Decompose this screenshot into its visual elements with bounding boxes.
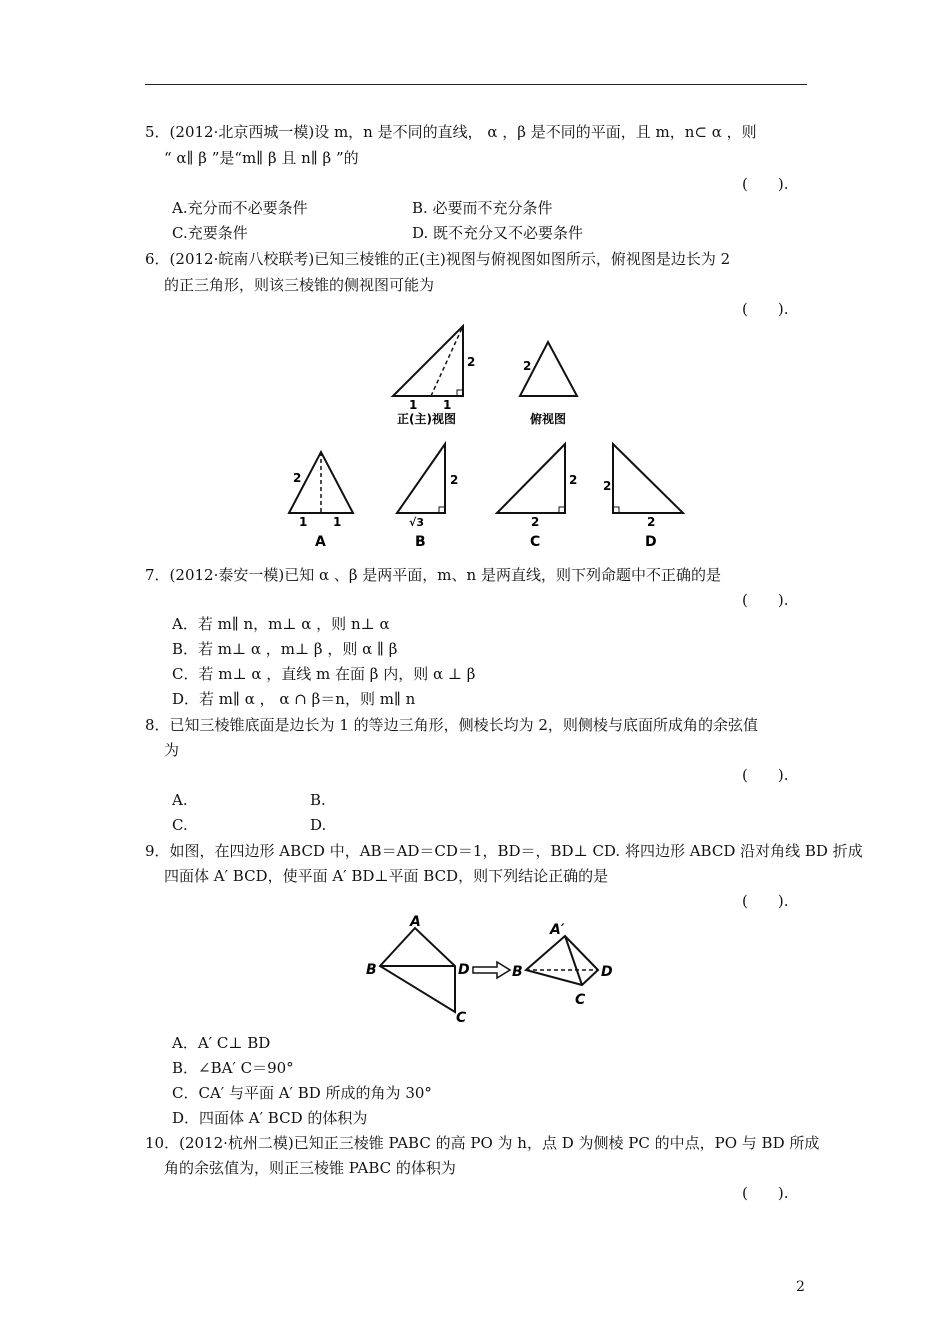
q6-figure-b-letter: B: [415, 534, 426, 550]
q8-line1: 8．已知三棱锥底面是边长为 1 的等边三角形，侧棱长均为 2，则侧棱与底面所成角的余弦值: [145, 716, 758, 734]
q9-line2: 四面体 A′ BCD，使平面 A′ BD⊥平面 BCD，则下列结论正确的是: [164, 867, 609, 885]
q6-line1: 6．(2012·皖南八校联考)已知三棱锥的正(主)视图与俯视图如图所示，俯视图是边长为 2: [145, 250, 731, 268]
q9-option-d: D．四面体 A′ BCD 的体积为: [172, 1109, 368, 1127]
q5-option-d: D. 既不充分又不必要条件: [412, 224, 584, 242]
q9-option-c: C．CA′ 与平面 A′ BD 所成的角为 30°: [172, 1084, 432, 1102]
top-view-side-label: 2: [523, 359, 532, 373]
q6-figure-c-side: 2: [569, 473, 578, 487]
q5-option-c: C.充要条件: [172, 224, 248, 242]
q8-option-c: C.: [172, 816, 188, 834]
q7-option-a: A．若 m∥ n，m⊥ α ，则 n⊥ α: [172, 615, 390, 633]
top-view-caption: 俯视图: [530, 412, 567, 426]
q5-option-b: B. 必要而不充分条件: [412, 199, 553, 217]
q9-right-c: C: [575, 992, 586, 1008]
q6-figure-d-base: 2: [647, 515, 656, 529]
q9-right-d: D: [601, 964, 613, 980]
q6-figure-a-base-left: 1: [299, 515, 308, 529]
q9-tetrahedron: [512, 922, 613, 1008]
q6-figure-b: [397, 444, 458, 550]
q8-option-a: A.: [172, 791, 188, 809]
q9-option-a: A．A′ C⊥ BD: [172, 1034, 271, 1052]
q6-figure-d: [603, 444, 683, 550]
q6-figure-a: [289, 452, 353, 550]
header-rule: [145, 84, 807, 85]
q7-option-d: D．若 m∥ α ， α ∩ β＝n，则 m∥ n: [172, 690, 416, 708]
q5-option-a: A.充分而不必要条件: [172, 199, 308, 217]
q8-option-d: D.: [310, 816, 327, 834]
q6-figure-c: [497, 444, 577, 550]
q10-answer-bracket: ( ).: [742, 1184, 789, 1202]
q9-left-d: D: [458, 962, 470, 978]
front-view-base-left-label: 1: [409, 398, 418, 412]
q6-figure-d-letter: D: [645, 534, 657, 550]
q6-answer-bracket: ( ).: [742, 300, 789, 318]
q5-line1: 5．(2012·北京西城一模)设 m，n 是不同的直线， α ，β 是不同的平面，且 m，n⊂ α ，则: [145, 123, 757, 141]
q6-line2: 的正三角形，则该三棱锥的侧视图可能为: [164, 276, 435, 294]
q9-left-a: A: [410, 914, 421, 930]
q8-line2: 为: [164, 741, 180, 759]
q9-quadrilateral: [366, 914, 470, 1026]
q7-option-b: B．若 m⊥ α ，m⊥ β ，则 α ∥ β: [172, 640, 398, 658]
q9-left-c: C: [456, 1010, 467, 1026]
q9-option-b: B．∠BA′ C＝90°: [172, 1059, 294, 1077]
q10-line2: 角的余弦值为，则正三棱锥 PABC 的体积为: [164, 1159, 456, 1177]
q7-line1: 7．(2012·泰安一模)已知 α 、β 是两平面，m、n 是两直线，则下列命题中不正确的是: [145, 566, 721, 584]
q6-figure-b-side: 2: [450, 473, 459, 487]
q9-right-a: A′: [550, 922, 565, 938]
q9-folding-figure: [360, 912, 620, 1027]
q6-figure-a-side: 2: [293, 471, 302, 485]
q5-answer-bracket: ( ).: [742, 175, 789, 193]
q9-right-b: B: [512, 964, 523, 980]
q6-figure-b-base: √3: [409, 516, 424, 529]
q6-front-top-views: [385, 320, 595, 430]
q9-line1: 9．如图，在四边形 ABCD 中，AB＝AD＝CD＝1，BD＝，BD⊥ CD. 将四边形 ABCD 沿对角线 BD 折成: [145, 842, 863, 860]
front-view-figure: [393, 326, 475, 426]
q6-figure-a-letter: A: [315, 534, 326, 550]
front-view-caption: 正(主)视图: [397, 412, 456, 426]
q6-figure-c-letter: C: [530, 534, 541, 550]
front-view-side-label: 2: [467, 355, 476, 369]
q5-line2: “ α∥ β ”是“m∥ β 且 n∥ β ”的: [164, 149, 359, 167]
q7-answer-bracket: ( ).: [742, 591, 789, 609]
fold-arrow-icon: [473, 962, 510, 978]
q6-figure-c-base: 2: [531, 515, 540, 529]
q8-answer-bracket: ( ).: [742, 766, 789, 784]
q8-option-b: B.: [310, 791, 326, 809]
q9-answer-bracket: ( ).: [742, 892, 789, 910]
q9-left-b: B: [366, 962, 377, 978]
q6-figure-a-base-right: 1: [333, 515, 342, 529]
top-view-figure: [520, 342, 577, 426]
q7-option-c: C．若 m⊥ α ，直线 m 在面 β 内，则 α ⊥ β: [172, 665, 476, 683]
q6-figure-d-side: 2: [603, 479, 612, 493]
front-view-base-right-label: 1: [443, 398, 452, 412]
q6-option-figures: [285, 440, 695, 555]
page-number: 2: [796, 1279, 805, 1295]
q10-line1: 10．(2012·杭州二模)已知正三棱锥 PABC 的高 PO 为 h，点 D 为侧棱 PC 的中点，PO 与 BD 所成: [145, 1134, 820, 1152]
